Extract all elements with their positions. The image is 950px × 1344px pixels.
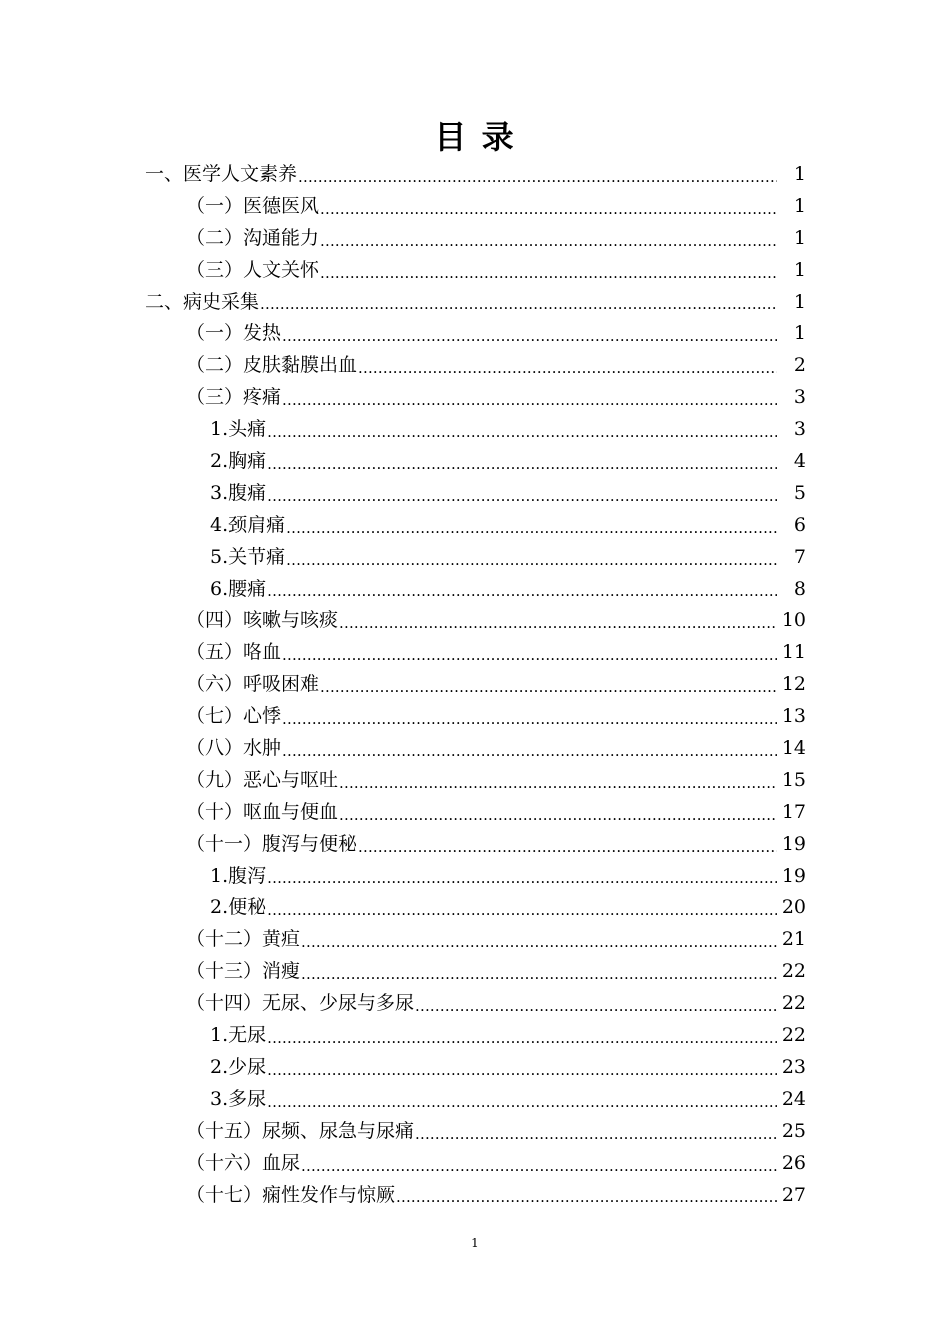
toc-entry-label: （十三）消瘦	[186, 960, 301, 983]
toc-entry-page: 3	[793, 418, 806, 441]
toc-entry[interactable]	[145, 159, 950, 191]
toc-dot-leader	[267, 478, 777, 510]
toc-entry[interactable]	[210, 1084, 950, 1116]
toc-entry-page: 3	[793, 386, 806, 409]
toc-entry[interactable]	[210, 542, 950, 574]
toc-entry-label: 3.多尿	[210, 1087, 267, 1110]
toc-entry-page: 23	[781, 1055, 806, 1078]
toc-entry[interactable]	[210, 861, 950, 893]
toc-entry-page: 11	[781, 641, 806, 664]
toc-entry-page: 5	[793, 481, 806, 504]
toc-entry-page: 1	[793, 163, 806, 185]
toc-entry[interactable]	[186, 956, 950, 988]
toc-dot-leader	[282, 733, 777, 765]
toc-dot-leader	[415, 1116, 777, 1148]
toc-dot-leader	[320, 191, 777, 223]
toc-entry[interactable]	[210, 478, 950, 510]
toc-entry-label: （二）皮肤黏膜出血	[186, 354, 358, 377]
toc-entry[interactable]	[186, 829, 950, 861]
toc-entry-page: 26	[781, 1151, 806, 1174]
toc-entry-label: （一）医德医风	[186, 194, 320, 217]
toc-dot-leader	[320, 223, 777, 255]
toc-dot-leader	[267, 1052, 777, 1084]
toc-entry-page: 15	[781, 768, 806, 791]
toc-entry-page: 1	[793, 322, 806, 345]
toc-entry-label: （五）咯血	[186, 641, 282, 664]
toc-dot-leader	[267, 574, 777, 606]
toc-entry-label: 1.腹泻	[210, 864, 267, 887]
toc-entry-page: 22	[781, 992, 806, 1015]
toc-entry[interactable]	[210, 446, 950, 478]
toc-entry-page: 1	[793, 258, 806, 281]
toc-entry-page: 24	[781, 1087, 806, 1110]
toc-entry-label: 2.胸痛	[210, 450, 267, 473]
toc-entry[interactable]	[186, 191, 950, 223]
toc-entry[interactable]	[186, 1180, 950, 1212]
toc-entry-page: 4	[793, 450, 806, 473]
toc-dot-leader	[339, 797, 777, 829]
toc-dot-leader	[415, 988, 777, 1020]
toc-entry-page: 20	[781, 896, 806, 919]
toc-entry[interactable]	[210, 510, 950, 542]
toc-entry[interactable]	[210, 1020, 950, 1052]
toc-entry-page: 12	[781, 673, 806, 696]
toc-dot-leader	[339, 605, 777, 637]
toc-dot-leader	[267, 446, 777, 478]
toc-entry-page: 10	[781, 609, 806, 632]
toc-entry-label: （六）呼吸困难	[186, 673, 320, 696]
toc-dot-leader	[260, 287, 777, 319]
toc-entry[interactable]	[210, 414, 950, 446]
toc-dot-leader	[301, 924, 777, 956]
toc-entry-label: 2.少尿	[210, 1055, 267, 1078]
toc-entry[interactable]	[186, 223, 950, 255]
toc-entry[interactable]	[186, 797, 950, 829]
toc-entry-page: 1	[793, 290, 806, 313]
toc-entry[interactable]	[145, 287, 950, 319]
page-number: 1	[471, 1236, 479, 1250]
toc-entry[interactable]	[186, 988, 950, 1020]
toc-entry-label: （十一）腹泻与便秘	[186, 832, 358, 855]
toc-entry-page: 17	[781, 800, 806, 823]
toc-dot-leader	[339, 765, 777, 797]
toc-entry-page: 1	[793, 226, 806, 249]
toc-entry[interactable]	[186, 701, 950, 733]
toc-entry-label: （十四）无尿、少尿与多尿	[186, 992, 415, 1015]
toc-entry-page: 22	[781, 1024, 806, 1047]
toc-entry-label: 一、医学人文素养	[145, 163, 298, 185]
toc-entry[interactable]	[186, 924, 950, 956]
toc-entry-label: 6.腰痛	[210, 577, 267, 600]
toc-dot-leader	[358, 829, 777, 861]
toc-entry-label: （九）恶心与呕吐	[186, 768, 339, 791]
toc-entry-label: （十）呕血与便血	[186, 800, 339, 823]
toc-entry-label: （三）人文关怀	[186, 258, 320, 281]
toc-dot-leader	[301, 1148, 777, 1180]
toc-entry[interactable]	[210, 574, 950, 606]
toc-entry[interactable]	[186, 733, 950, 765]
toc-entry-page: 25	[781, 1119, 806, 1142]
toc-entry-page: 2	[793, 354, 806, 377]
toc-entry-page: 19	[781, 832, 806, 855]
toc-entry-page: 14	[781, 737, 806, 760]
toc-entry[interactable]	[186, 350, 950, 382]
toc-entry-page: 6	[793, 513, 806, 536]
toc-dot-leader	[396, 1180, 777, 1212]
toc-dot-leader	[267, 1020, 777, 1052]
toc-dot-leader	[267, 414, 777, 446]
toc-entry-page: 13	[781, 705, 806, 728]
toc-entry-label: 5.关节痛	[210, 545, 286, 568]
toc-entry[interactable]	[210, 892, 950, 924]
toc-entry-label: （十五）尿频、尿急与尿痛	[186, 1119, 415, 1142]
toc-dot-leader	[282, 318, 777, 350]
toc-entry-label: 1.无尿	[210, 1024, 267, 1047]
toc-entry-label: 2.便秘	[210, 896, 267, 919]
toc-entry-label: 3.腹痛	[210, 481, 267, 504]
toc-dot-leader	[267, 861, 777, 893]
toc-dot-leader	[301, 956, 777, 988]
toc-entry-page: 19	[781, 864, 806, 887]
toc-entry-label: （四）咳嗽与咳痰	[186, 609, 339, 632]
toc-entry[interactable]	[186, 765, 950, 797]
toc-entry-label: （七）心悸	[186, 705, 282, 728]
page-title: 目 录	[434, 118, 516, 156]
toc-entry-label: （十七）痫性发作与惊厥	[186, 1183, 396, 1206]
toc-dot-leader	[267, 892, 777, 924]
toc-entry[interactable]	[186, 637, 950, 669]
toc-entry[interactable]	[186, 255, 950, 287]
toc-entry-label: （十六）血尿	[186, 1151, 301, 1174]
toc-entry-label: 1.头痛	[210, 418, 267, 441]
toc-entry-page: 1	[793, 194, 806, 217]
toc-entry[interactable]	[186, 1116, 950, 1148]
toc-dot-leader	[298, 159, 777, 191]
toc-entry-label: （十二）黄疸	[186, 928, 301, 951]
toc-dot-leader	[320, 669, 777, 701]
toc-entry-page: 7	[793, 545, 806, 568]
toc-entry-label: 二、病史采集	[145, 290, 260, 313]
toc-entry-label: （八）水肿	[186, 737, 282, 760]
toc-dot-leader	[282, 637, 777, 669]
toc-entry[interactable]	[186, 318, 950, 350]
toc-entry[interactable]	[186, 1148, 950, 1180]
toc-entry[interactable]	[186, 382, 950, 414]
toc-entry-page: 21	[781, 928, 806, 951]
toc-entry-page: 27	[781, 1183, 806, 1206]
toc-entry-label: （二）沟通能力	[186, 226, 320, 249]
toc-dot-leader	[282, 701, 777, 733]
toc-entry-label: （一）发热	[186, 322, 282, 345]
toc-entry[interactable]	[210, 1052, 950, 1084]
toc-entry[interactable]	[186, 669, 950, 701]
toc-entry[interactable]	[186, 605, 950, 637]
toc-dot-leader	[282, 382, 777, 414]
table-of-contents	[0, 159, 950, 1211]
toc-entry-label: 4.颈肩痛	[210, 513, 286, 536]
toc-dot-leader	[267, 1084, 777, 1116]
toc-dot-leader	[358, 350, 777, 382]
toc-entry-label: （三）疼痛	[186, 386, 282, 409]
toc-dot-leader	[320, 255, 777, 287]
toc-dot-leader	[286, 542, 777, 574]
toc-entry-page: 22	[781, 960, 806, 983]
toc-dot-leader	[286, 510, 777, 542]
toc-entry-page: 8	[793, 577, 806, 600]
